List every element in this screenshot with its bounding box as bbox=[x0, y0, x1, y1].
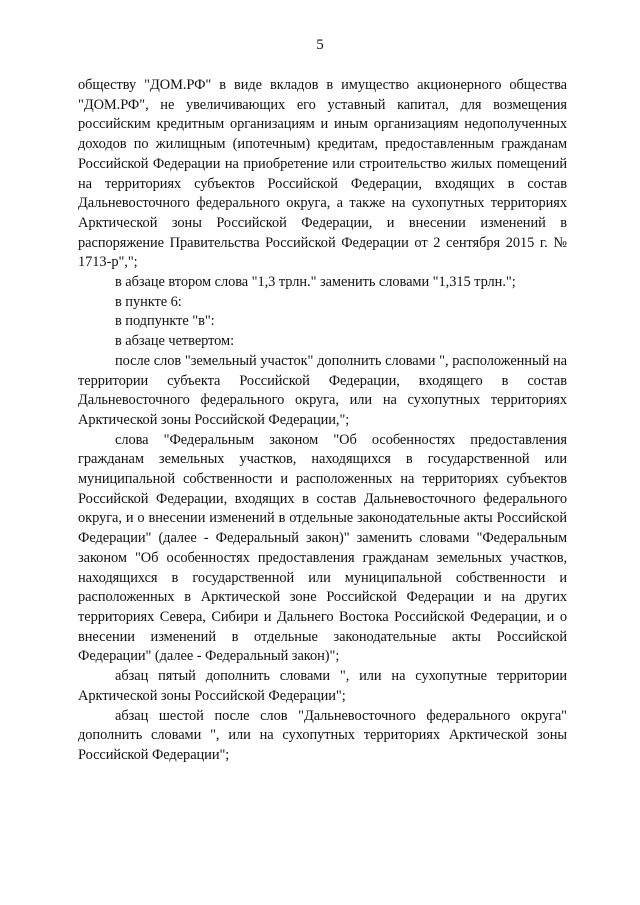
paragraph-subpoint-v: в подпункте "в": bbox=[115, 313, 215, 330]
paragraph-continuation: обществу "ДОМ.РФ" в виде вкладов в имущество акционерного общества "ДОМ.РФ", не увеличивающих его уставный капитал, для возмещения российским кредитным организациям и иным организациям недополученных доходов по жилищным (ипотечным) кредитам, предоставленным гражданам Российской Федерации на приобретение или строительство жилых помещений на территориях субъектов Российской Федерации, входящих в состав Дальневосточного федерального округа, а также на сухопутных территориях Арктической зоны Российской Федерации, и внесении изменений в распоряжение Правительства Российской Федерации от 2 сентября 2015 г. № 1713-р","; bbox=[78, 77, 567, 271]
paragraph-sixth-abzac: абзац шестой после слов "Дальневосточного федерального округа" дополнить словами ", или на сухопутных территориях Арктической зоны Российской Федерации"; bbox=[78, 707, 567, 763]
paragraph-fourth-abzac: в абзаце четвертом: bbox=[115, 333, 235, 350]
paragraph-words-federal-law: слова "Федеральным законом "Об особенностях предоставления гражданам земельных участков, находящихся в государственной или муниципальной собственности и расположенных на территориях субъектов Российской Федерации, входящих в состав Дальневосточного федерального округа, и о внесении изменений в отдельные законодательные акты Российской Федерации" (далее - Федеральный закон)" заменить словами "Федеральным законом "Об особенностях предоставления гражданам земельных участков, находящихся в государственной или муниципальной собственности и расположенных в Арктической зоне Российской Федерации и на других территориях Севера, Сибири и Дальнего Востока Российской Федерации, и о внесении изменений в отдельные законодательные акты Российской Федерации" (далее - Федеральный закон)"; bbox=[78, 431, 567, 665]
paragraph-point-6: в пункте 6: bbox=[115, 293, 182, 310]
document-body bbox=[78, 76, 567, 766]
paragraph-amendment-second-abzac: в абзаце втором слова "1,3 трлн." заменить словами "1,315 трлн."; bbox=[115, 274, 516, 291]
paragraph-after-words: после слов "земельный участок" дополнить словами ", расположенный на территории субъекта Российской Федерации, входящего в состав Дальневосточного федерального округа, или на сухопутных территориях Арктической зоны Российской Федерации,"; bbox=[78, 352, 567, 428]
paragraph-fifth-abzac: абзац пятый дополнить словами ", или на сухопутные территории Арктической зоны Российской Федерации"; bbox=[78, 668, 567, 704]
page-number: 5 bbox=[316, 37, 324, 53]
